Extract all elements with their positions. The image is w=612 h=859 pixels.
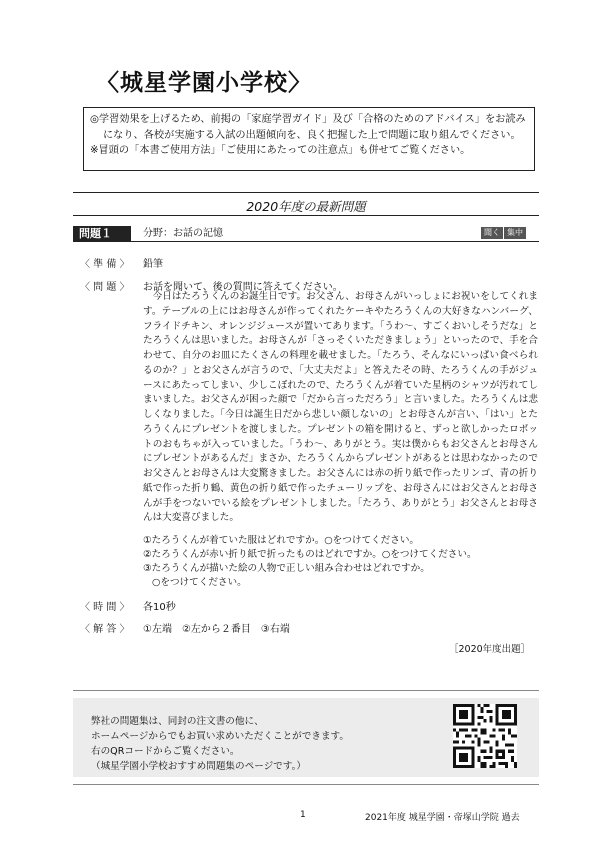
- story-paragraph: 今日はたろうくんのお誕生日です。お父さん、お母さんがいっしょにお祝いをしてくれます。テーブルの上にはお母さんが作ってくれたケーキやたろうくんの大好きなハンバーグ、フライドチキン、オレンジジュースが置いてあります。「うわ〜、すごくおいしそうだな」とたろうくんは思いました。お母さんが「さっそくいただきましょう」といったので、手を合わせて、自分のお皿にたくさんの料理を載せました。「たろう、そんなにいっぱい食べられるのか？」とお父さんが言うので、「大丈夫だよ」と答えたその時、たろうくんの手がジュースにあたってしまい、少しこぼれたので、たろうくんが着ていた星柄のシャツが汚れてしまいました。お父さんが困った顔で「だから言っただろう」と言いました。たろうくんは悲しくなりました。「今日は誕生日だから悲しい顔しないの」とお母さんが言い、「はい」とたろうくんにプレゼントを渡しました。プレゼントの箱を開けると、ずっと欲しかったロボットのおもちゃが入っていました。「うわ〜、ありがとう。実は僕からもお父さんとお母さんにプレゼントがあるんだ」まさか、たろうくんからプレゼントがあるとは思わなかったのでお父さんとお母さんは大変驚きました。お父さんには赤の折り紙で作ったリンゴ、青の折り紙で作った折り鶴、黄色の折り紙で作ったチューリップを、お母さんにはお父さんとお母さんが手をつないでいる絵をプレゼントしました。「たろう、ありがとう」お父さんとお母さんは大変喜びました。: [143, 291, 538, 524]
- ad-rule-top: [73, 690, 539, 691]
- prep-label: 〈 準 備 〉: [80, 259, 130, 270]
- question-item-3-cont: ○をつけてください。: [152, 577, 247, 588]
- ad-line-1: 弊社の問題集は、同封の注文書の他に、: [91, 716, 264, 727]
- question-item-2: ②たろうくんが赤い折り紙で折ったものはどれですか。○をつけてください。: [143, 549, 477, 560]
- notice-box: [83, 107, 535, 171]
- ad-line-3: 右のQRコードからご覧ください。: [91, 746, 240, 757]
- question-item-3: ③たろうくんが描いた絵の人物で正しい組み合わせはどれですか。: [143, 563, 430, 574]
- ad-line-4: （城星学園小学校おすすめ問題集のページです。）: [91, 761, 306, 772]
- qr-code-icon[interactable]: [453, 704, 517, 768]
- story-text: [143, 290, 538, 526]
- time-value: 各10秒: [143, 602, 176, 613]
- time-label: 〈 時 間 〉: [80, 602, 130, 613]
- notice-line-1: ◎学習効果を上げるため、前掲の「家庭学習ガイド」及び「合格のためのアドバイス」をお読みになり、各校が実施する入試の出題傾向を、良く把握した上で問題に取り組んでください。: [90, 114, 526, 141]
- field-label: 分野：お話の記憶: [143, 228, 223, 239]
- ad-rule-bottom: [73, 784, 539, 785]
- year-note: ［2020年度出題］: [449, 644, 531, 655]
- ad-line-2: ホームページからでもお買い求めいただくことができます。: [91, 731, 349, 742]
- section-rule-bottom: [73, 215, 539, 216]
- footer-title: 2021年度 城星学園・帝塚山学院 過去: [365, 813, 520, 823]
- question-intro: お話を聞いて、後の質問に答えてください。: [143, 282, 343, 293]
- question-item-1: ①たろうくんが着ていた服はどれですか。○をつけてください。: [143, 535, 420, 546]
- section-rule-top: [73, 192, 539, 193]
- tag-focus: 集中: [504, 227, 526, 239]
- answer-label: 〈 解 答 〉: [80, 624, 130, 635]
- problem-badge: 問題１: [73, 226, 131, 241]
- problem-rule: [73, 241, 539, 242]
- notice-line-2: ※冒頭の「本書ご使用方法」「ご使用にあたっての注意点」も併せてご覧ください。: [90, 145, 471, 156]
- tag-listen: 聞く: [481, 227, 503, 239]
- question-label: 〈 問 題 〉: [80, 282, 130, 293]
- school-title: 〈城星学園小学校〉: [96, 70, 312, 96]
- section-title: 2020年度の最新問題: [246, 199, 366, 214]
- prep-value: 鉛筆: [143, 259, 163, 270]
- page-number: 1: [300, 810, 306, 820]
- answer-value: ①左端 ②左から２番目 ③右端: [143, 624, 290, 635]
